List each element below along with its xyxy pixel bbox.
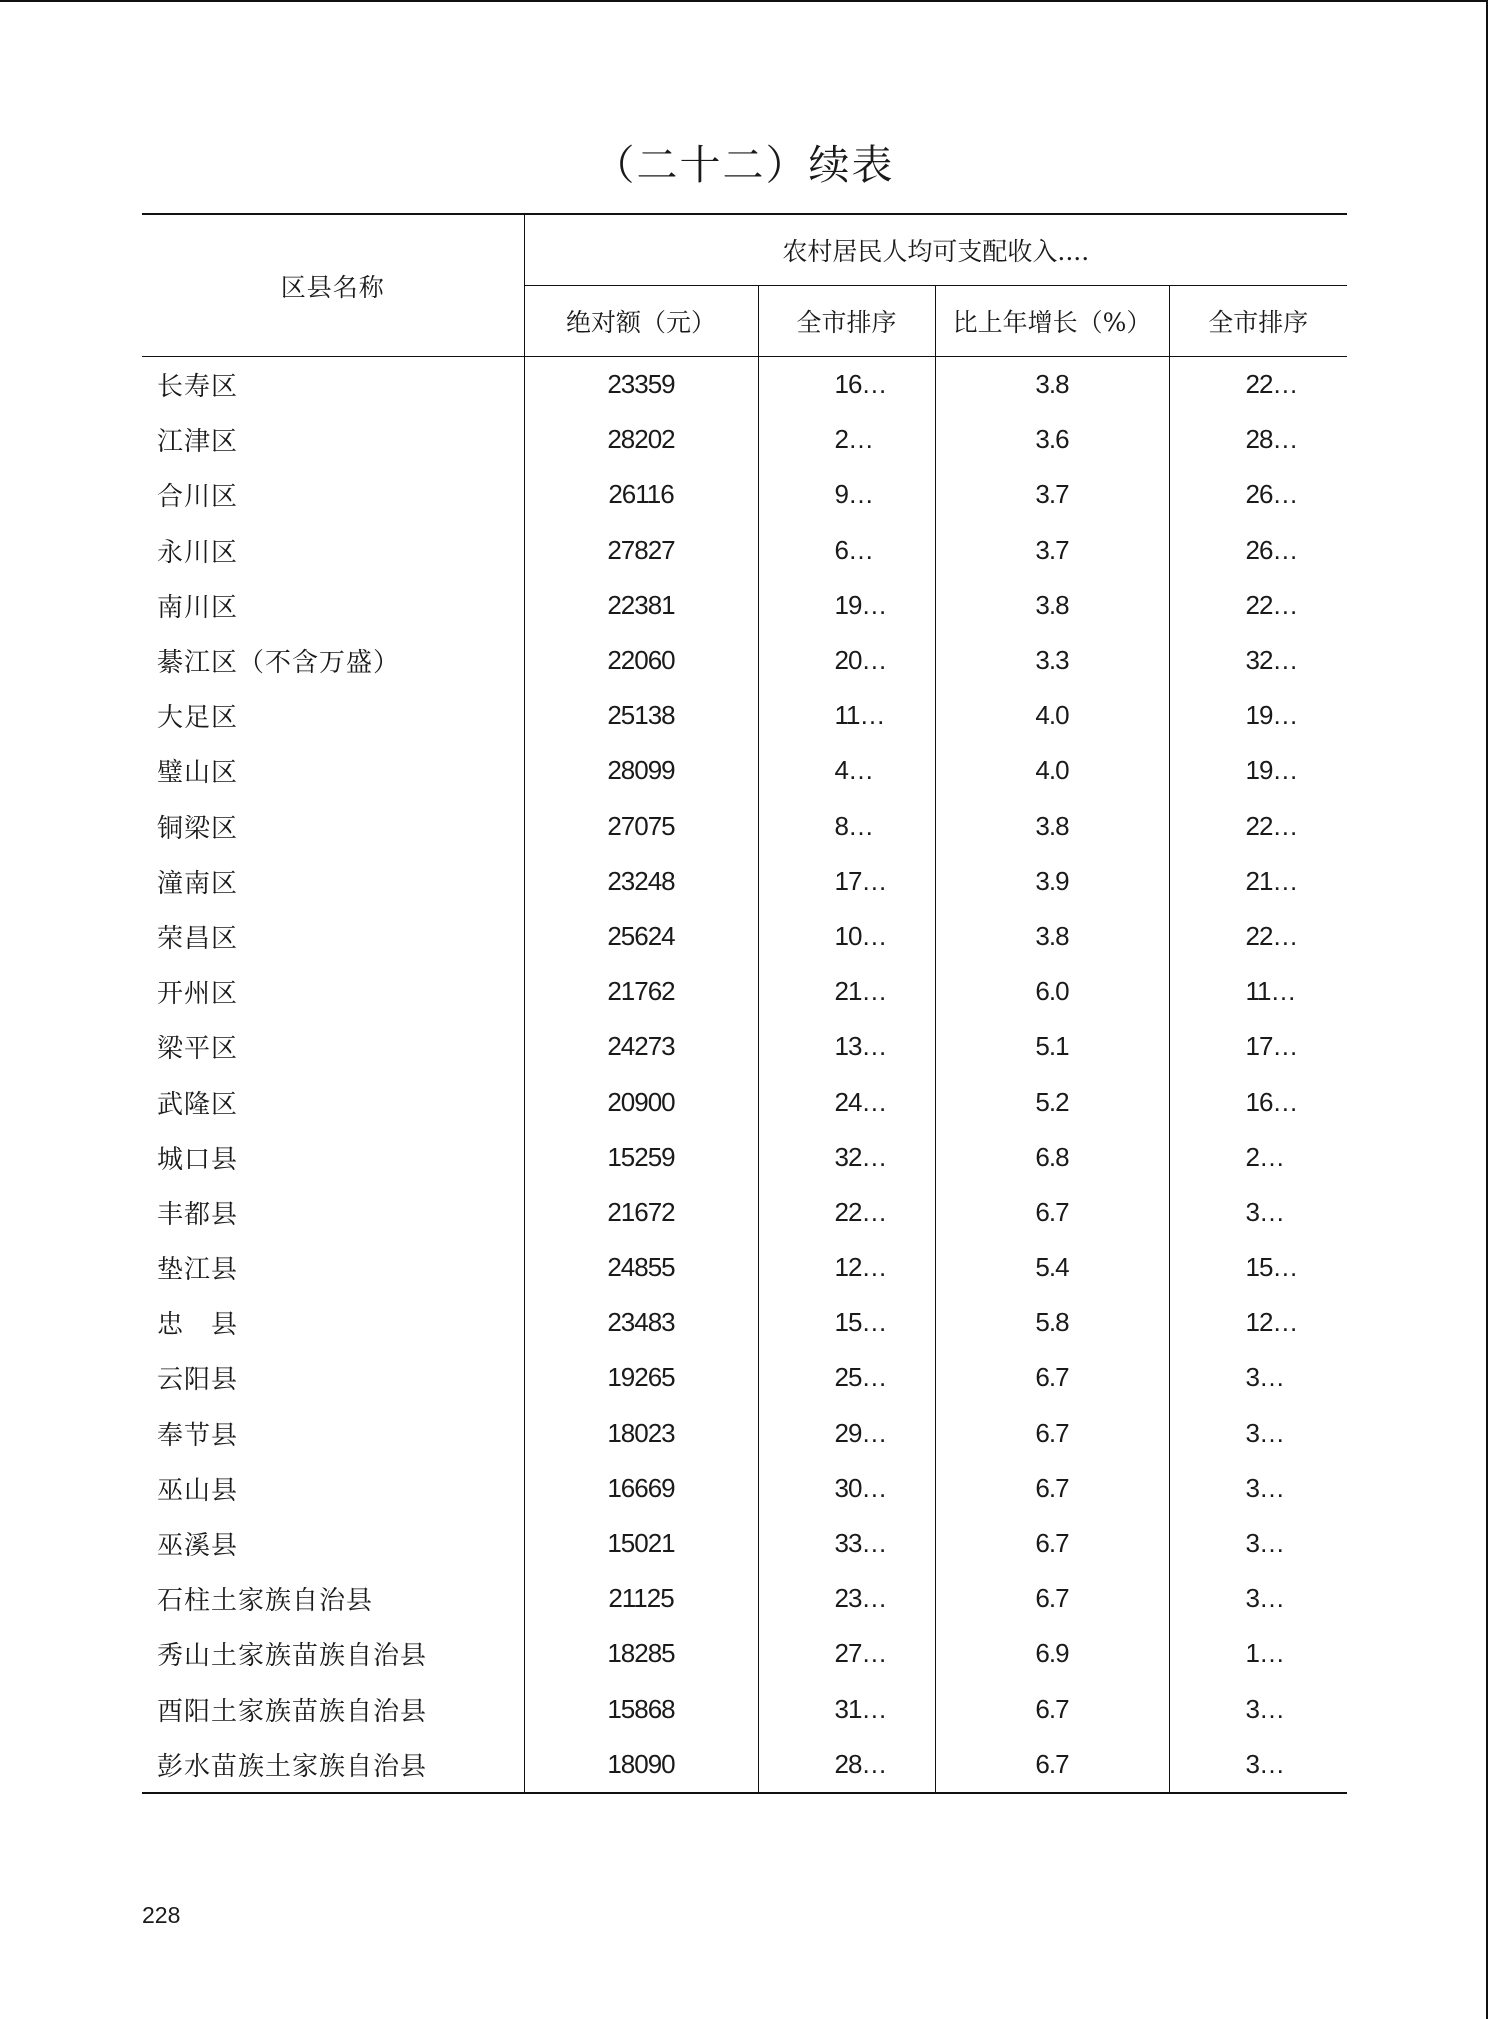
header-amount: 绝对额（元）: [524, 286, 758, 357]
district-name-cell: 铜梁区: [142, 799, 524, 854]
growth-cell: 3.9: [935, 854, 1169, 909]
growth-cell: 3.7: [935, 467, 1169, 522]
amount-cell: 28202: [524, 412, 758, 467]
amount-rank-cell: 33…: [758, 1516, 935, 1571]
growth-rank-cell: 26…: [1245, 479, 1298, 510]
growth-rank-cell: 1…: [1245, 1638, 1284, 1669]
amount-cell: 23483: [524, 1295, 758, 1350]
amount-cell: 21762: [524, 964, 758, 1019]
growth-rank-cell: 22…: [1245, 369, 1298, 400]
table-row: [142, 1295, 1347, 1350]
table-row: [142, 854, 1347, 909]
growth-rank-cell: 16…: [1245, 1086, 1298, 1117]
district-name-cell: 合川区: [142, 467, 524, 522]
table-row: [142, 1626, 1347, 1681]
amount-cell: 23359: [524, 357, 758, 413]
growth-cell: 3.8: [935, 357, 1169, 413]
growth-rank-cell: 32…: [1245, 645, 1298, 676]
growth-cell: 4.0: [935, 688, 1169, 743]
growth-rank-cell: 28…: [1245, 424, 1298, 455]
amount-rank-cell: 24…: [758, 1074, 935, 1129]
income-table: [142, 213, 1347, 1794]
table-row: [142, 1350, 1347, 1405]
amount-cell: 20900: [524, 1074, 758, 1129]
district-name-cell: 巫山县: [142, 1461, 524, 1516]
table-row: [142, 1019, 1347, 1074]
district-name-cell: 大足区: [142, 688, 524, 743]
growth-cell: 6.7: [935, 1516, 1169, 1571]
district-name-cell: 南川区: [142, 578, 524, 633]
amount-cell: 21672: [524, 1185, 758, 1240]
page-number: 228: [142, 1902, 181, 1928]
header-amount-rank: 全市排序: [758, 286, 935, 357]
table-row: [142, 633, 1347, 688]
growth-rank-cell: 22…: [1245, 589, 1298, 620]
growth-rank-cell: 3…: [1245, 1196, 1284, 1227]
growth-cell: 6.7: [935, 1682, 1169, 1737]
table-row: [142, 1461, 1347, 1516]
amount-cell: 23248: [524, 854, 758, 909]
growth-cell: 5.1: [935, 1019, 1169, 1074]
top-border-line: [0, 0, 1488, 2]
amount-rank-cell: 19…: [758, 578, 935, 633]
growth-rank-cell: 12…: [1245, 1307, 1298, 1338]
district-name-cell: 彭水苗族土家族自治县: [142, 1737, 524, 1793]
amount-rank-cell: 13…: [758, 1019, 935, 1074]
amount-cell: 15259: [524, 1130, 758, 1185]
table-row: [142, 1682, 1347, 1737]
growth-rank-cell: 3…: [1245, 1362, 1284, 1393]
amount-rank-cell: 12…: [758, 1240, 935, 1295]
amount-rank-cell: 29…: [758, 1406, 935, 1461]
growth-cell: 6.7: [935, 1571, 1169, 1626]
district-name-cell: 忠 县: [142, 1295, 524, 1350]
growth-cell: 6.7: [935, 1350, 1169, 1405]
growth-cell: 5.8: [935, 1295, 1169, 1350]
district-name-cell: 永川区: [142, 523, 524, 578]
table-row: [142, 1737, 1347, 1793]
amount-cell: 18090: [524, 1737, 758, 1793]
table-row: [142, 1185, 1347, 1240]
district-name-cell: 酉阳土家族苗族自治县: [142, 1682, 524, 1737]
growth-rank-cell: 3…: [1245, 1583, 1284, 1614]
growth-rank-cell: 11…: [1245, 976, 1296, 1007]
amount-rank-cell: 4…: [758, 743, 935, 798]
table-row: [142, 1516, 1347, 1571]
table-row: [142, 1130, 1347, 1185]
amount-rank-cell: 20…: [758, 633, 935, 688]
growth-rank-cell: 3…: [1245, 1417, 1284, 1448]
amount-cell: 16669: [524, 1461, 758, 1516]
district-name-cell: 荣昌区: [142, 909, 524, 964]
amount-rank-cell: 6…: [758, 523, 935, 578]
table-row: [142, 909, 1347, 964]
growth-rank-cell: 3…: [1245, 1693, 1284, 1724]
amount-rank-cell: 15…: [758, 1295, 935, 1350]
growth-cell: 5.2: [935, 1074, 1169, 1129]
growth-rank-cell: 26…: [1245, 534, 1298, 565]
table-row: [142, 357, 1347, 413]
growth-cell: 4.0: [935, 743, 1169, 798]
amount-cell: 22060: [524, 633, 758, 688]
amount-rank-cell: 11…: [758, 688, 935, 743]
amount-rank-cell: 31…: [758, 1682, 935, 1737]
amount-cell: 21125: [524, 1571, 758, 1626]
amount-cell: 27075: [524, 799, 758, 854]
growth-cell: 3.8: [935, 909, 1169, 964]
table-row: [142, 688, 1347, 743]
amount-cell: 25624: [524, 909, 758, 964]
district-name-cell: 城口县: [142, 1130, 524, 1185]
growth-rank-cell: 22…: [1245, 810, 1298, 841]
district-name-cell: 丰都县: [142, 1185, 524, 1240]
amount-cell: 15868: [524, 1682, 758, 1737]
district-name-cell: 石柱土家族自治县: [142, 1571, 524, 1626]
amount-cell: 25138: [524, 688, 758, 743]
growth-cell: 3.3: [935, 633, 1169, 688]
growth-rank-cell: 22…: [1245, 920, 1298, 951]
amount-rank-cell: 25…: [758, 1350, 935, 1405]
amount-rank-cell: 22…: [758, 1185, 935, 1240]
district-name-cell: 奉节县: [142, 1406, 524, 1461]
table-row: [142, 1406, 1347, 1461]
growth-cell: 6.7: [935, 1406, 1169, 1461]
growth-rank-cell: 3…: [1245, 1472, 1284, 1503]
table-row: [142, 1074, 1347, 1129]
amount-rank-cell: 9…: [758, 467, 935, 522]
page-title: （二十二）续表: [593, 141, 895, 189]
growth-rank-cell: 17…: [1245, 1031, 1298, 1062]
table-body: [142, 357, 1347, 1793]
growth-rank-cell: 3…: [1245, 1528, 1284, 1559]
amount-cell: 15021: [524, 1516, 758, 1571]
table-row: [142, 578, 1347, 633]
district-name-cell: 开州区: [142, 964, 524, 1019]
table-row: [142, 799, 1347, 854]
amount-cell: 22381: [524, 578, 758, 633]
amount-cell: 28099: [524, 743, 758, 798]
amount-rank-cell: 17…: [758, 854, 935, 909]
growth-cell: 6.7: [935, 1461, 1169, 1516]
amount-cell: 24273: [524, 1019, 758, 1074]
amount-rank-cell: 28…: [758, 1737, 935, 1793]
growth-cell: 3.8: [935, 799, 1169, 854]
header-growth: 比上年增长（%）: [935, 286, 1169, 357]
header-income-group: 农村居民人均可支配收入....: [524, 214, 1347, 286]
amount-rank-cell: 32…: [758, 1130, 935, 1185]
growth-rank-cell: 15…: [1245, 1252, 1298, 1283]
district-name-cell: 江津区: [142, 412, 524, 467]
table-row: [142, 743, 1347, 798]
amount-cell: 19265: [524, 1350, 758, 1405]
amount-rank-cell: 30…: [758, 1461, 935, 1516]
growth-cell: 6.0: [935, 964, 1169, 1019]
amount-rank-cell: 21…: [758, 964, 935, 1019]
district-name-cell: 云阳县: [142, 1350, 524, 1405]
growth-cell: 6.8: [935, 1130, 1169, 1185]
district-name-cell: 垫江县: [142, 1240, 524, 1295]
district-name-cell: 秀山土家族苗族自治县: [142, 1626, 524, 1681]
growth-cell: 6.7: [935, 1185, 1169, 1240]
amount-cell: 24855: [524, 1240, 758, 1295]
amount-cell: 18285: [524, 1626, 758, 1681]
header-growth-rank: 全市排序: [1169, 286, 1347, 357]
growth-cell: 5.4: [935, 1240, 1169, 1295]
growth-cell: 6.7: [935, 1737, 1169, 1793]
table-row: [142, 964, 1347, 1019]
district-name-cell: 璧山区: [142, 743, 524, 798]
growth-rank-cell: 2…: [1245, 1141, 1284, 1172]
district-name-cell: 綦江区（不含万盛）: [142, 633, 524, 688]
growth-rank-cell: 19…: [1245, 755, 1298, 786]
district-name-cell: 梁平区: [142, 1019, 524, 1074]
amount-cell: 26116: [524, 467, 758, 522]
amount-cell: 18023: [524, 1406, 758, 1461]
district-name-cell: 巫溪县: [142, 1516, 524, 1571]
table-row: [142, 1571, 1347, 1626]
district-name-cell: 武隆区: [142, 1074, 524, 1129]
growth-rank-cell: 3…: [1169, 1737, 1347, 1793]
table-row: [142, 467, 1347, 522]
growth-cell: 6.9: [935, 1626, 1169, 1681]
district-name-cell: 长寿区: [142, 357, 524, 413]
growth-rank-cell: 21…: [1245, 865, 1298, 896]
amount-rank-cell: 2…: [758, 412, 935, 467]
amount-rank-cell: 16…: [758, 357, 935, 413]
amount-rank-cell: 27…: [758, 1626, 935, 1681]
table-row: [142, 412, 1347, 467]
amount-rank-cell: 10…: [758, 909, 935, 964]
growth-cell: 3.8: [935, 578, 1169, 633]
amount-cell: 27827: [524, 523, 758, 578]
growth-cell: 3.7: [935, 523, 1169, 578]
amount-rank-cell: 23…: [758, 1571, 935, 1626]
table-row: [142, 523, 1347, 578]
header-district-name: 区县名称: [142, 214, 524, 357]
growth-cell: 3.6: [935, 412, 1169, 467]
district-name-cell: 潼南区: [142, 854, 524, 909]
amount-rank-cell: 8…: [758, 799, 935, 854]
table-row: [142, 1240, 1347, 1295]
growth-rank-cell: 19…: [1245, 700, 1298, 731]
